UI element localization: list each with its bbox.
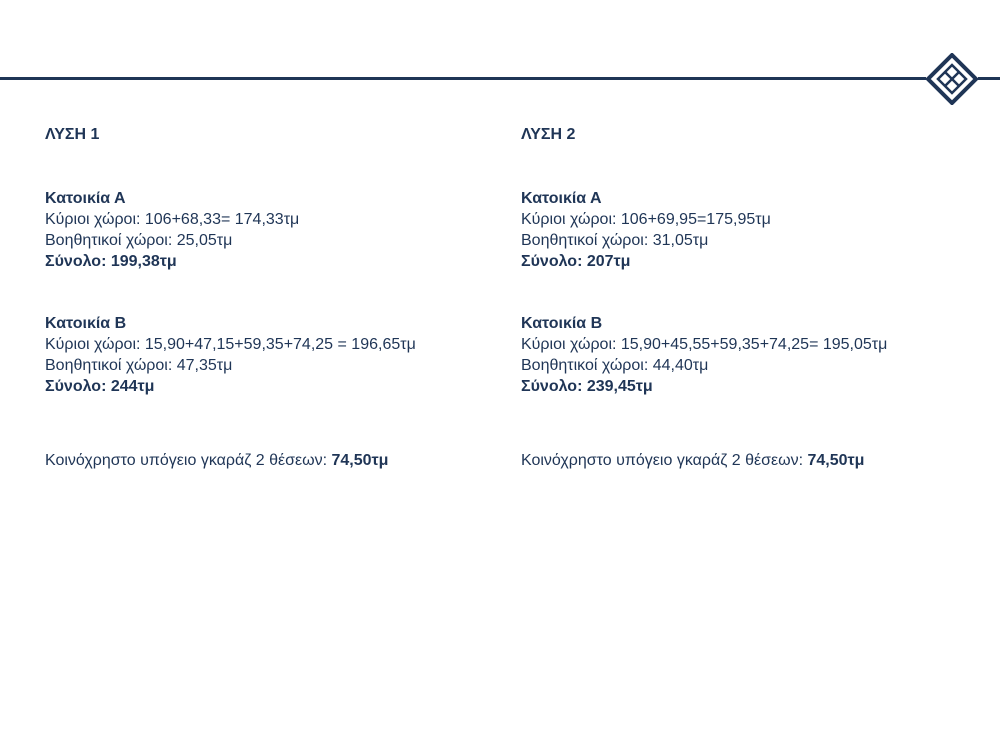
solution-heading: ΛΥΣΗ 2	[521, 126, 576, 143]
auxiliary-spaces-line: Βοηθητικοί χώροι: 47,35τμ	[45, 357, 233, 374]
total-line: Σύνολο: 244τμ	[45, 378, 155, 395]
unit-title: Κατοικία Β	[45, 315, 127, 332]
unit-a-block	[45, 188, 485, 272]
garage-value: 74,50τμ	[807, 452, 865, 469]
unit-a-block	[521, 188, 961, 272]
total-line: Σύνολο: 239,45τμ	[521, 378, 653, 395]
garage-line	[45, 450, 485, 471]
unit-title: Κατοικία Α	[45, 190, 126, 207]
total-line: Σύνολο: 199,38τμ	[45, 253, 177, 270]
total-line: Σύνολο: 207τμ	[521, 253, 631, 270]
auxiliary-spaces-line: Βοηθητικοί χώροι: 25,05τμ	[45, 232, 233, 249]
garage-line	[521, 450, 961, 471]
solution-heading: ΛΥΣΗ 1	[45, 126, 100, 143]
main-spaces-line: Κύριοι χώροι: 15,90+45,55+59,35+74,25= 195,05τμ	[521, 336, 888, 353]
header-rule	[0, 77, 1000, 80]
diamond-lattice-icon	[926, 53, 978, 105]
garage-label: Κοινόχρηστο υπόγειο γκαράζ 2 θέσεων:	[45, 452, 332, 469]
main-spaces-line: Κύριοι χώροι: 106+69,95=175,95τμ	[521, 211, 771, 228]
auxiliary-spaces-line: Βοηθητικοί χώροι: 44,40τμ	[521, 357, 709, 374]
garage-label: Κοινόχρηστο υπόγειο γκαράζ 2 θέσεων:	[521, 452, 808, 469]
solution-2-column	[521, 124, 961, 471]
unit-title: Κατοικία Α	[521, 190, 602, 207]
unit-title: Κατοικία Β	[521, 315, 603, 332]
main-spaces-line: Κύριοι χώροι: 106+68,33= 174,33τμ	[45, 211, 300, 228]
solution-1-column	[45, 124, 485, 471]
unit-b-block	[521, 313, 961, 397]
garage-value: 74,50τμ	[331, 452, 389, 469]
main-spaces-line: Κύριοι χώροι: 15,90+47,15+59,35+74,25 = 196,65τμ	[45, 336, 416, 353]
unit-b-block	[45, 313, 485, 397]
auxiliary-spaces-line: Βοηθητικοί χώροι: 31,05τμ	[521, 232, 709, 249]
